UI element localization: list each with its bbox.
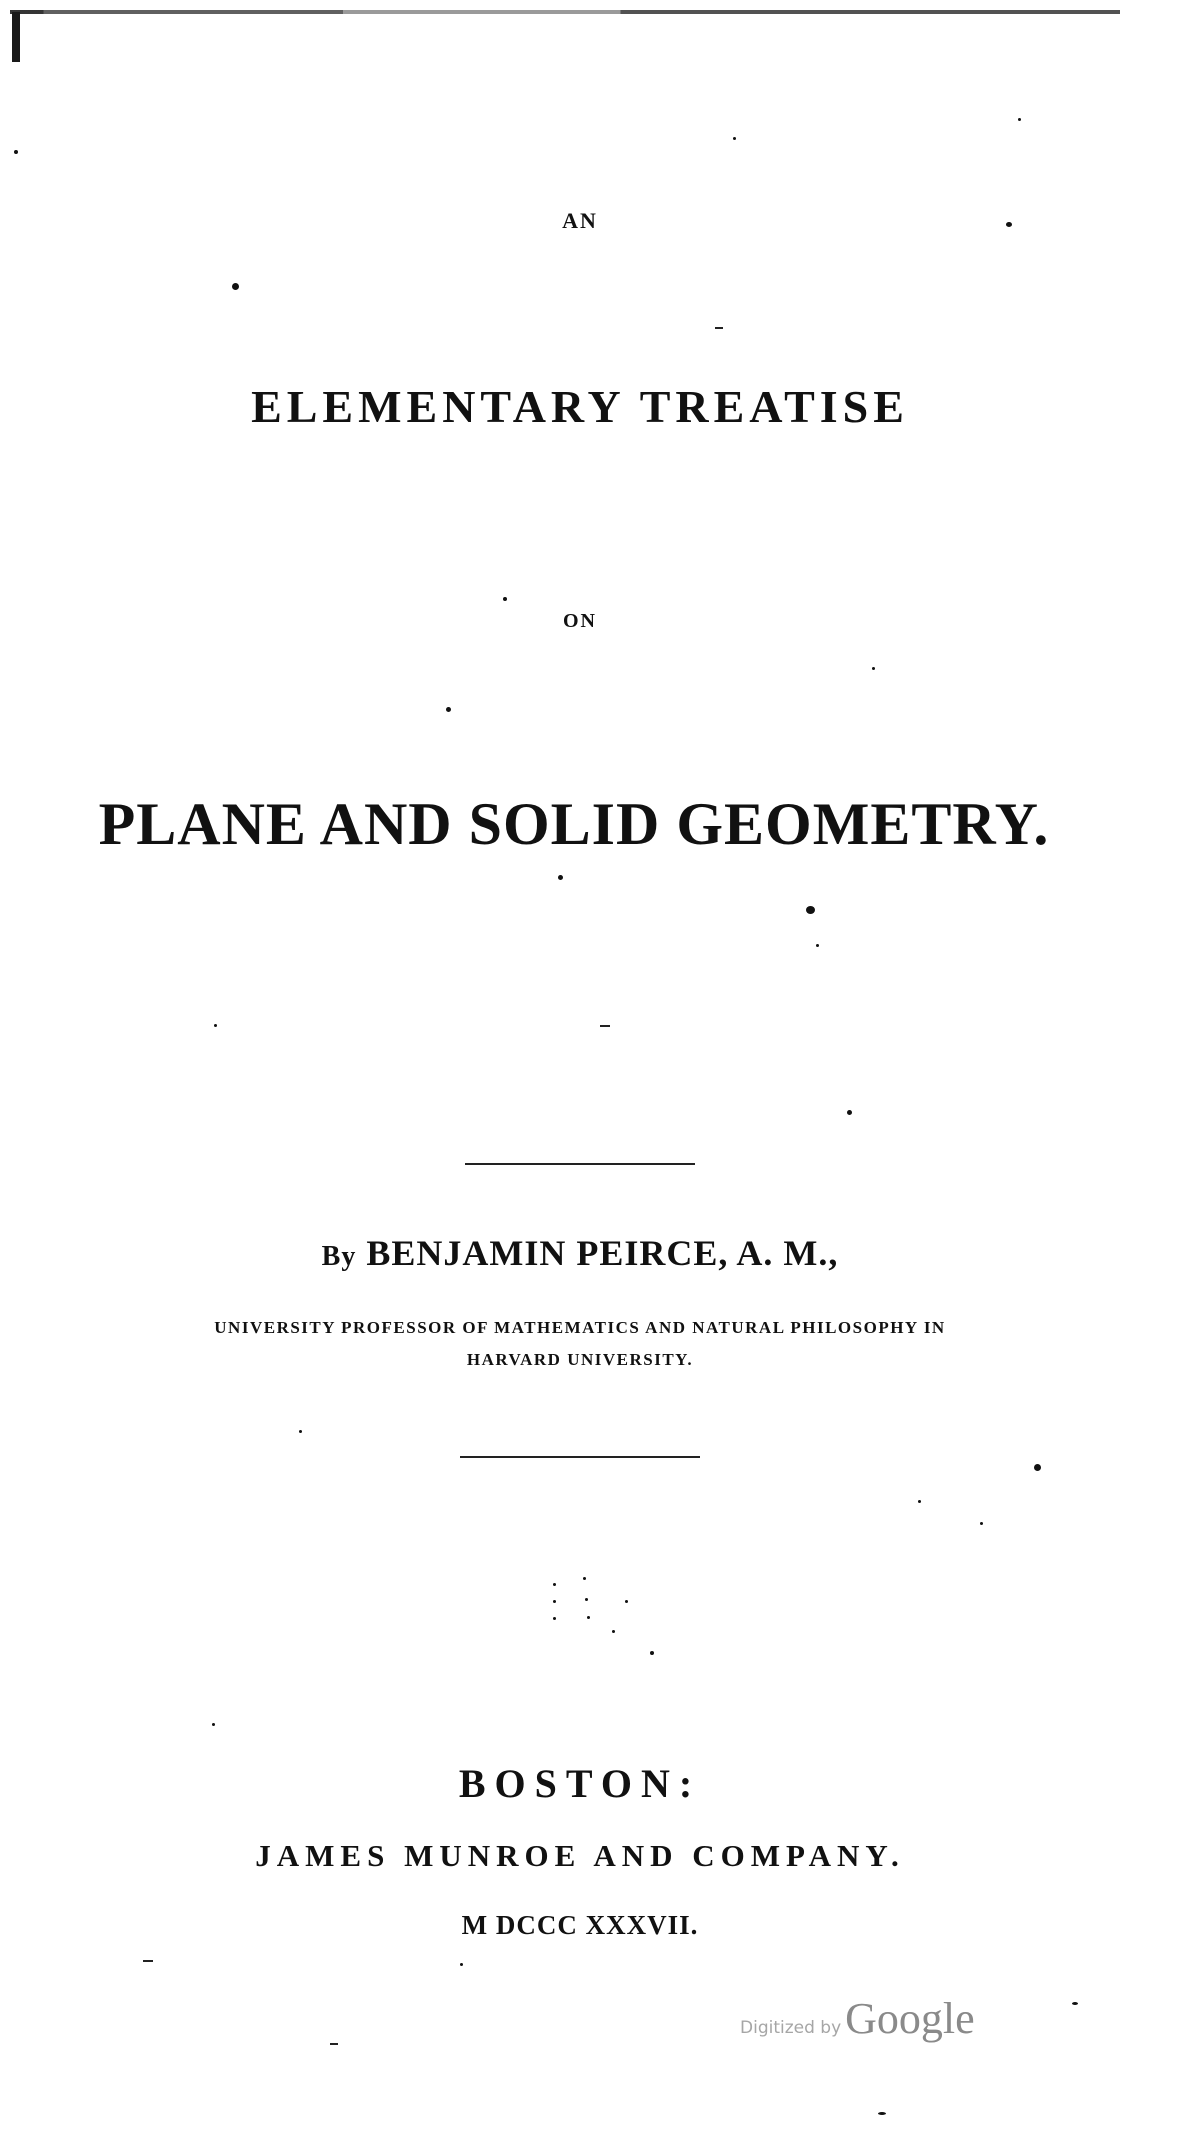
scan-speck [1072, 2002, 1078, 2005]
scan-speck [299, 1430, 302, 1433]
scan-speck [232, 283, 239, 290]
scan-speck [460, 1963, 463, 1966]
scan-speck [446, 707, 451, 712]
scan-speck [587, 1616, 590, 1619]
scan-speck [918, 1500, 921, 1503]
scan-mark [600, 1025, 610, 1027]
scan-speck [872, 667, 875, 670]
scan-speck [650, 1651, 654, 1655]
imprint-publisher: JAMES MUNROE AND COMPANY. [255, 1838, 905, 1873]
scan-speck [503, 597, 507, 601]
scan-speck [583, 1577, 586, 1580]
watermark-prefix: Digitized by [740, 2018, 842, 2038]
scan-speck [980, 1522, 983, 1525]
scan-mark [715, 327, 723, 329]
scan-speck [806, 906, 815, 914]
author-affiliation-line-2: HARVARD UNIVERSITY. [466, 1350, 694, 1369]
digitized-watermark [740, 1993, 975, 2044]
scan-speck [612, 1630, 615, 1633]
imprint-city: BOSTON: [458, 1761, 702, 1806]
title-article: AN [562, 208, 598, 233]
scan-speck [847, 1110, 852, 1115]
scan-speck [553, 1583, 556, 1586]
title-conjunction: ON [563, 610, 597, 632]
author-line [0, 1232, 1160, 1274]
author-affiliation-line-1: UNIVERSITY PROFESSOR OF MATHEMATICS AND NATURAL PHILOSOPHY IN [214, 1318, 946, 1337]
scan-speck [625, 1600, 628, 1603]
scan-speck [878, 2112, 886, 2115]
scan-speck [1018, 118, 1021, 121]
google-logo: Google [845, 1994, 975, 2043]
scan-speck [558, 875, 563, 880]
page-corner-mark [12, 12, 20, 62]
author-by: By [321, 1241, 357, 1272]
page-top-border [10, 10, 1120, 14]
scan-speck [816, 944, 819, 947]
divider-rule-upper [465, 1163, 695, 1165]
scan-speck [553, 1617, 556, 1620]
scan-speck [214, 1024, 217, 1027]
scan-mark [143, 1960, 153, 1962]
scan-speck [212, 1723, 215, 1726]
scan-mark [330, 2043, 338, 2045]
imprint-date: M DCCC XXXVII. [461, 1910, 699, 1940]
scan-speck [733, 137, 736, 140]
author-name: BENJAMIN PEIRCE, A. M., [366, 1233, 839, 1273]
scan-speck [553, 1600, 556, 1603]
divider-rule-lower [460, 1456, 700, 1458]
title-line-2: PLANE AND SOLID GEOMETRY. [98, 791, 1050, 857]
scan-speck [1034, 1464, 1041, 1471]
scan-speck [1006, 222, 1012, 227]
title-line-1: ELEMENTARY TREATISE [251, 381, 909, 432]
scan-speck [14, 150, 18, 154]
scan-speck [585, 1598, 588, 1601]
